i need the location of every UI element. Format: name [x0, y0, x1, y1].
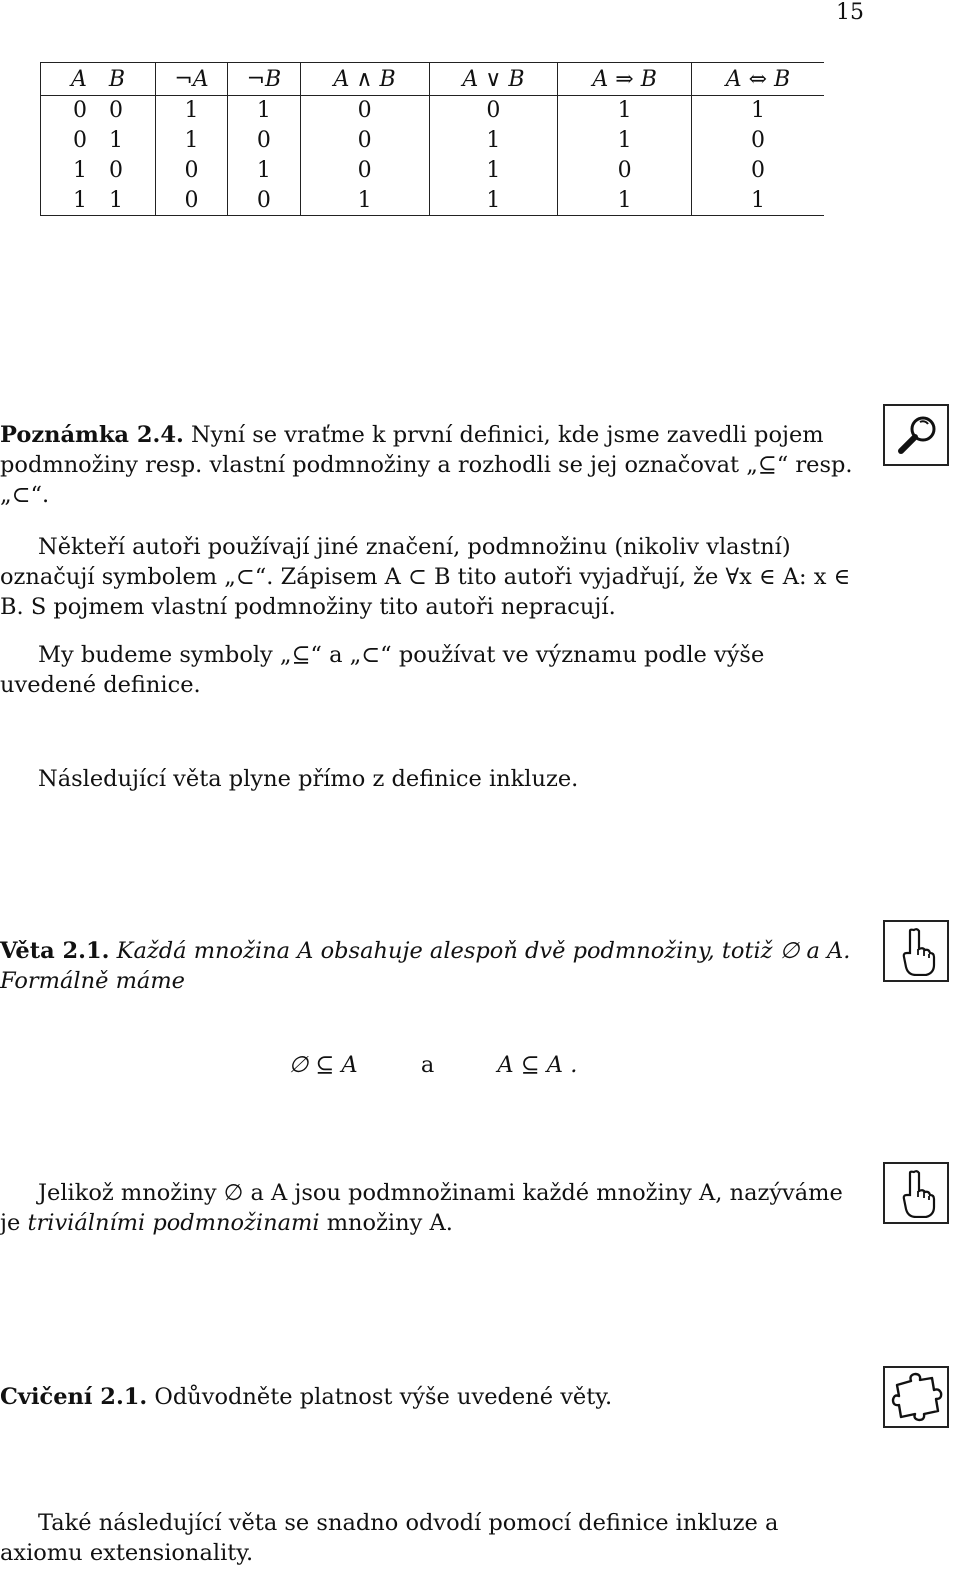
table-cell: 1: [691, 185, 824, 215]
table-row: [41, 185, 825, 215]
table-cell: 0: [429, 96, 558, 126]
table-cell: 1: [156, 96, 228, 126]
remark-paragraph-2: Někteří autoři používají jiné značení, podmnožinu (nikoliv vlastní) označují symbolem „⊂“. Zápisem A ⊂ B tito autoři vyjadřují, že ∀x ∈ A: x ∈ B. S pojmem vlastní podmnožiny tito autoři nepracují.: [0, 534, 851, 620]
table-cell: 1: [228, 96, 301, 126]
table-cell: 1: [156, 126, 228, 156]
table-cell: 0: [691, 155, 824, 185]
table-cell: 1: [429, 185, 558, 215]
trivial-text-after: množiny A.: [319, 1210, 453, 1236]
theorem-text: Každá množina A obsahuje alespoň dvě podmnožiny, totiž ∅ a A. Formálně máme: [0, 938, 851, 994]
remark-paragraph-3: My budeme symboly „⊆“ a „⊂“ používat ve významu podle výše uvedené definice.: [0, 642, 765, 698]
puzzle-piece-icon: [889, 1371, 943, 1423]
header-implies: A ⇒ B: [558, 63, 692, 96]
table-row: [41, 96, 825, 126]
table-row: [41, 155, 825, 185]
theorem-label: Věta 2.1.: [0, 938, 110, 964]
truth-table: [40, 62, 824, 216]
table-cell: 1 1: [41, 185, 156, 215]
table-cell: 0: [156, 155, 228, 185]
formula-middle: a: [420, 1052, 435, 1078]
trivial-block: [0, 1178, 866, 1238]
table-cell: 0: [228, 126, 301, 156]
formula-right: A ⊆ A .: [497, 1052, 578, 1078]
header-not-b: ¬B: [228, 63, 301, 96]
remark-icon-box: [883, 404, 949, 466]
exercise-block: [0, 1382, 866, 1412]
table-cell: 1: [558, 96, 692, 126]
table-cell: 0: [228, 185, 301, 215]
remark-text-1: Nyní se vraťme k první definici, kde jsme zavedli pojem podmnožiny resp. vlastní podmnožiny a rozhodli se jej označovat „⊆“ resp. „⊂“.: [0, 422, 853, 508]
table-cell: 1: [558, 126, 692, 156]
remark-paragraph-1: [0, 420, 866, 510]
page-number: 15: [836, 0, 864, 25]
header-or: A ∨ B: [429, 63, 558, 96]
theorem-icon-box: [883, 920, 949, 982]
pointing-hand-icon: [896, 926, 936, 976]
exercise-icon-box: [883, 1366, 949, 1428]
table-cell: 0: [156, 185, 228, 215]
remark-block: [0, 420, 866, 700]
header-not-a: ¬A: [156, 63, 228, 96]
table-cell: 1: [558, 185, 692, 215]
pointing-hand-icon: [896, 1168, 936, 1218]
trivial-term: triviálními podmnožinami: [27, 1210, 320, 1236]
theorem-paragraph: [0, 936, 866, 996]
table-cell: 1: [691, 96, 824, 126]
remark-label: Poznámka 2.4.: [0, 422, 184, 448]
table-cell: 0: [558, 155, 692, 185]
table-cell: 0: [300, 96, 429, 126]
following-text: Následující věta plyne přímo z definice inkluze.: [38, 766, 579, 792]
exercise-paragraph: [0, 1382, 866, 1412]
closing-block: [0, 1508, 866, 1568]
theorem-block: [0, 936, 866, 996]
table-cell: 1 0: [41, 155, 156, 185]
table-row: [41, 126, 825, 156]
table-cell: 1: [429, 155, 558, 185]
table-cell: 0 1: [41, 126, 156, 156]
header-a-b: A B: [41, 63, 156, 96]
table-cell: 1: [300, 185, 429, 215]
table-cell: 1: [429, 126, 558, 156]
formula: [0, 1052, 866, 1078]
table-cell: 1: [228, 155, 301, 185]
magnifier-icon: [890, 411, 942, 459]
formula-left: ∅ ⊆ A: [288, 1052, 358, 1078]
trivial-paragraph: [0, 1178, 866, 1238]
table-cell: 0: [300, 126, 429, 156]
table-cell: 0: [300, 155, 429, 185]
header-and: A ∧ B: [300, 63, 429, 96]
exercise-label: Cvičení 2.1.: [0, 1384, 148, 1410]
trivial-text-before: Jelikož množiny ∅ a A jsou podmnožinami každé množiny A, nazýváme je: [0, 1180, 843, 1236]
table-cell: 0: [691, 126, 824, 156]
closing-paragraph: Také následující věta se snadno odvodí pomocí definice inkluze a axiomu extensionality.: [0, 1510, 779, 1566]
table-cell: 0 0: [41, 96, 156, 126]
trivial-icon-box: [883, 1162, 949, 1224]
truth-table-header-row: [41, 63, 825, 96]
exercise-text: Odůvodněte platnost výše uvedené věty.: [147, 1384, 613, 1410]
header-equiv: A ⇔ B: [691, 63, 824, 96]
